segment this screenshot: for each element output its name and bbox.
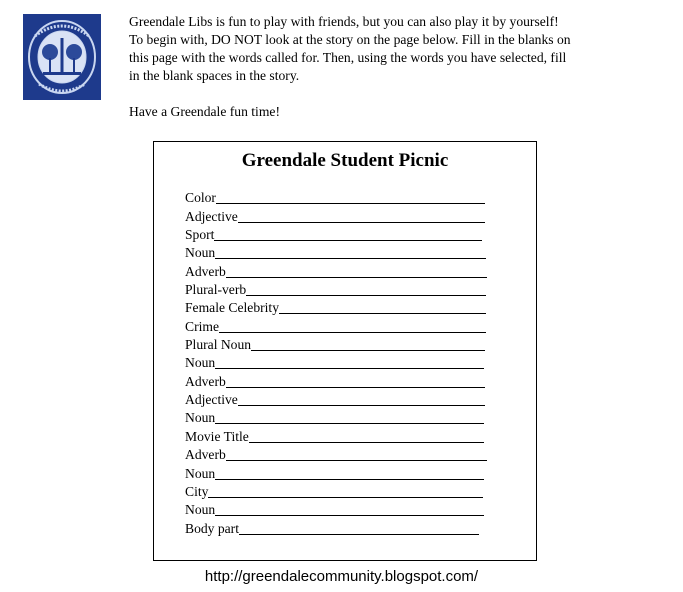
blank-item — [185, 482, 487, 500]
blank-label: Adjective — [185, 392, 238, 408]
intro-paragraph: Greendale Libs is fun to play with friends, but you can also play it by yourself! To begin with, DO NOT look at the story on the page below. Fill in the blanks on this page with the words called for. Then, using the words you have selected, fill in the blank spaces in the story. — [129, 14, 571, 83]
blank-label: Plural-verb — [185, 282, 247, 298]
blank-label: Noun — [185, 465, 216, 481]
blank-write-line — [215, 502, 484, 516]
blank-write-line — [208, 484, 483, 498]
blank-item — [185, 390, 487, 408]
blank-label: Plural Noun — [185, 337, 252, 353]
blank-write-line — [239, 521, 479, 535]
blank-write-line — [249, 429, 484, 443]
blank-item — [185, 408, 487, 426]
blank-item — [185, 261, 487, 279]
story-blanks-box — [153, 141, 537, 561]
blank-write-line — [238, 209, 485, 223]
blank-label: Adjective — [185, 208, 238, 224]
blank-label: Noun — [185, 245, 216, 261]
footer-url: http://greendalecommunity.blogspot.com/ — [204, 568, 479, 585]
blank-item — [185, 206, 487, 224]
blank-write-line — [279, 300, 486, 314]
blank-item — [185, 445, 487, 463]
blank-item — [185, 426, 487, 444]
blank-label: Movie Title — [185, 428, 249, 444]
blank-item — [185, 316, 487, 334]
blank-write-line — [216, 190, 485, 204]
blank-write-line — [251, 337, 485, 351]
blank-list — [185, 188, 487, 537]
blank-label: Sport — [185, 227, 215, 243]
blank-item — [185, 298, 487, 316]
blank-label: Color — [185, 190, 216, 206]
blank-item — [185, 280, 487, 298]
blank-item — [185, 188, 487, 206]
blank-write-line — [215, 245, 486, 259]
blank-label: Crime — [185, 318, 219, 334]
blank-write-line — [226, 447, 487, 461]
blank-write-line — [226, 374, 485, 388]
intro-closing: Have a Greendale fun time! — [129, 104, 280, 119]
blank-write-line — [215, 410, 484, 424]
blank-label: Noun — [185, 410, 216, 426]
seal-icon — [23, 14, 101, 100]
blank-item — [185, 500, 487, 518]
blank-label: Body part — [185, 520, 239, 536]
blank-label: Noun — [185, 502, 216, 518]
greendale-seal-logo — [23, 14, 101, 100]
blank-item — [185, 335, 487, 353]
blank-item — [185, 371, 487, 389]
blank-label: Noun — [185, 355, 216, 371]
story-title: Greendale Student Picnic — [241, 150, 449, 171]
blank-write-line — [215, 466, 484, 480]
blank-write-line — [219, 319, 486, 333]
blank-item — [185, 463, 487, 481]
blank-write-line — [214, 227, 482, 241]
blank-label: Adverb — [185, 373, 226, 389]
blank-item — [185, 353, 487, 371]
blank-write-line — [215, 355, 484, 369]
blank-write-line — [246, 282, 486, 296]
intro-section — [129, 13, 664, 121]
blank-label: City — [185, 483, 209, 499]
blank-label: Adverb — [185, 263, 226, 279]
blank-item — [185, 518, 487, 536]
blank-label: Adverb — [185, 447, 226, 463]
blank-label: Female Celebrity — [185, 300, 279, 316]
blank-write-line — [226, 264, 487, 278]
blank-write-line — [238, 392, 485, 406]
blank-item — [185, 243, 487, 261]
blank-item — [185, 225, 487, 243]
